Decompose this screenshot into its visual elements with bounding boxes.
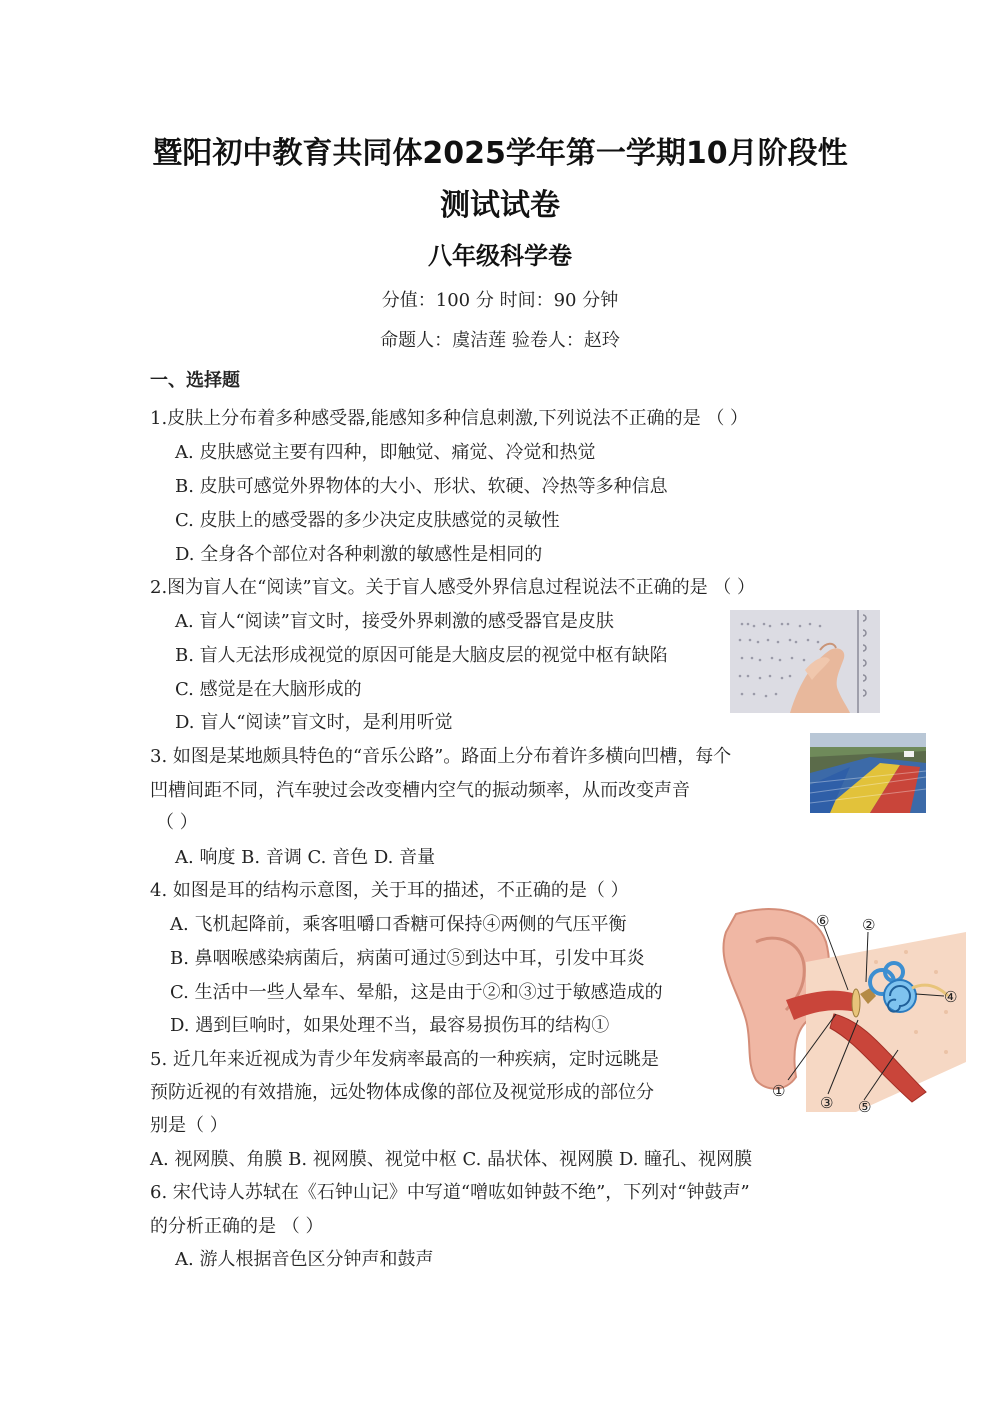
q4-option-d: D. 遇到巨响时，如果处理不当，最容易损伤耳的结构①: [170, 1015, 610, 1036]
ear-label-6: ⑥: [816, 912, 830, 930]
q5-stem-line1: 5. 近几年来近视成为青少年发病率最高的一种疾病，定时远眺是: [150, 1049, 659, 1070]
score-time-info: 分值：100 分 时间：90 分钟: [381, 290, 619, 311]
q1-option-c: C. 皮肤上的感受器的多少决定皮肤感觉的灵敏性: [175, 510, 560, 531]
ear-label-4: ④: [944, 988, 958, 1006]
q5-stem-line3: 别是（ ）: [150, 1115, 228, 1136]
q2-option-b: B. 盲人无法形成视觉的原因可能是大脑皮层的视觉中枢有缺陷: [175, 645, 668, 666]
q2-stem: 2.图为盲人在“阅读”盲文。关于盲人感受外界信息过程说法不正确的是 （ ）: [150, 577, 756, 598]
ear-label-5: ⑤: [858, 1098, 872, 1116]
ear-label-1: ①: [772, 1082, 786, 1100]
exam-title-line2: 测试试卷: [440, 188, 560, 223]
q2-option-c: C. 感觉是在大脑形成的: [175, 679, 362, 700]
q4-stem: 4. 如图是耳的结构示意图，关于耳的描述，不正确的是（ ）: [150, 880, 629, 901]
ear-label-3: ③: [820, 1094, 834, 1112]
q6-stem-line2: 的分析正确的是 （ ）: [150, 1216, 324, 1237]
exam-subtitle: 八年级科学卷: [428, 241, 572, 270]
q1-option-a: A. 皮肤感觉主要有四种，即触觉、痛觉、冷觉和热觉: [175, 442, 596, 463]
q1-option-b: B. 皮肤可感觉外界物体的大小、形状、软硬、冷热等多种信息: [175, 476, 668, 497]
q4-option-a: A. 飞机起降前，乘客咀嚼口香糖可保持④两侧的气压平衡: [170, 914, 627, 935]
q4-option-c: C. 生活中一些人晕车、晕船，这是由于②和③过于敏感造成的: [170, 982, 663, 1003]
q1-stem: 1.皮肤上分布着多种感受器,能感知多种信息刺激,下列说法不正确的是 （ ）: [150, 408, 749, 429]
ear-structure-diagram: [716, 902, 966, 1117]
ear-label-2: ②: [862, 916, 876, 934]
section-heading: 一、选择题: [150, 370, 240, 391]
q6-stem-line1: 6. 宋代诗人苏轼在《石钟山记》中写道“噌吰如钟鼓不绝”，下列对“钟鼓声”: [150, 1182, 750, 1203]
q3-stem-line2: 凹槽间距不同，汽车驶过会改变槽内空气的振动频率，从而改变声音: [150, 780, 690, 801]
q3-stem-line1: 3. 如图是某地颇具特色的“音乐公路”。路面上分布着许多横向凹槽，每个: [150, 746, 732, 767]
q6-option-a: A. 游人根据音色区分钟声和鼓声: [175, 1249, 434, 1270]
q1-option-d: D. 全身各个部位对各种刺激的敏感性是相同的: [175, 544, 543, 565]
q3-options: A. 响度 B. 音调 C. 音色 D. 音量: [175, 847, 436, 868]
q3-stem-line3: （ ）: [156, 812, 198, 833]
braille-reading-photo: [730, 610, 880, 713]
music-road-photo: [810, 733, 926, 813]
author-info: 命题人：虞洁莲 验卷人：赵玲: [380, 330, 620, 351]
q4-option-b: B. 鼻咽喉感染病菌后，病菌可通过⑤到达中耳，引发中耳炎: [170, 948, 645, 969]
q2-option-d: D. 盲人“阅读”盲文时，是利用听觉: [175, 712, 453, 733]
q2-option-a: A. 盲人“阅读”盲文时，接受外界刺激的感受器官是皮肤: [175, 611, 614, 632]
q5-options: A. 视网膜、角膜 B. 视网膜、视觉中枢 C. 晶状体、视网膜 D. 瞳孔、视网膜: [150, 1149, 753, 1170]
q5-stem-line2: 预防近视的有效措施，远处物体成像的部位及视觉形成的部位分: [150, 1082, 654, 1103]
exam-title-line1: 暨阳初中教育共同体2025学年第一学期10月阶段性: [152, 136, 848, 171]
